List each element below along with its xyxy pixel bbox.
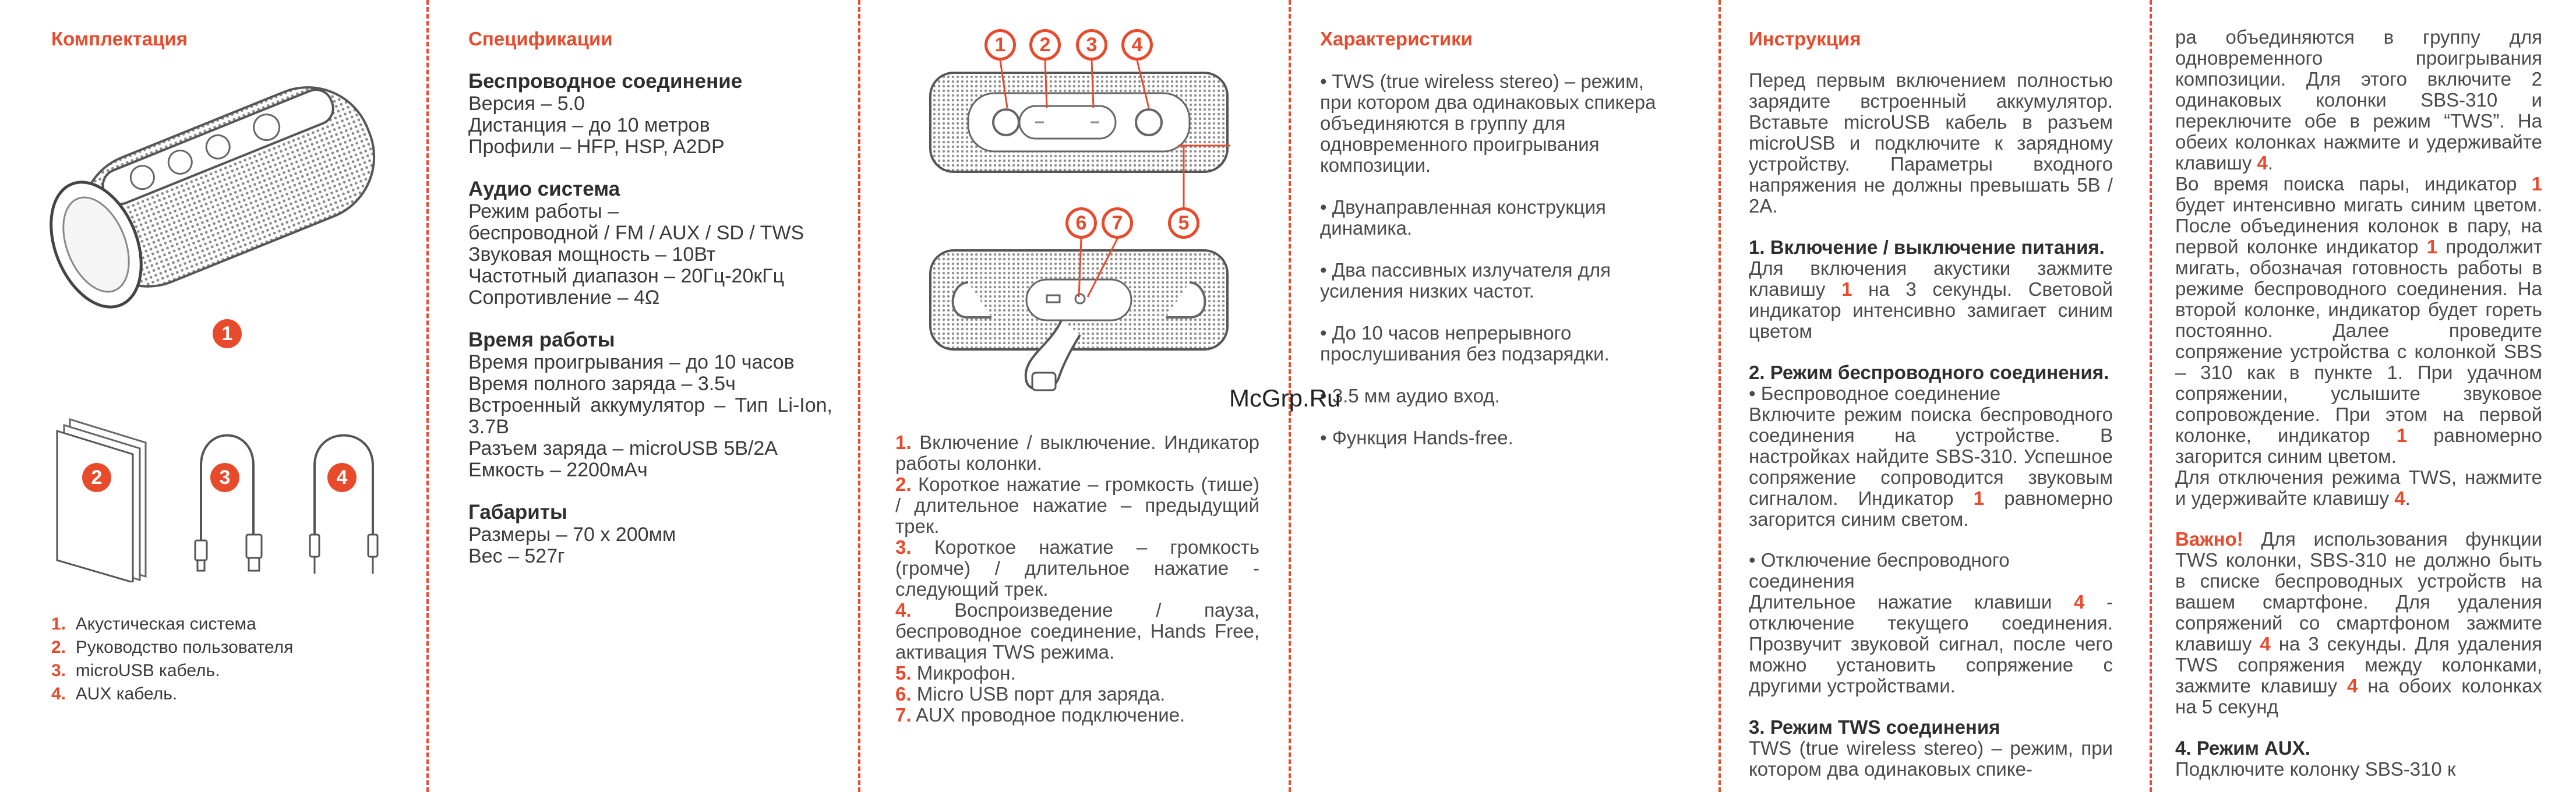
feature-item: • Функция Hands-free. [1320, 427, 1513, 448]
marker-speaker: 1 [213, 319, 242, 348]
section-power-title: 1. Включение / выключение питания. [1749, 236, 2105, 258]
usb-cable-illustration [189, 413, 265, 577]
tws-paragraph: ра объединяются в группу для одновременного проигрывания композиции. Для этого включите 2 одинаковых колонки SBS-310 и переключите обе в режим “TWS”. На обеих колонках нажмите и удерживайте клавишу 4. [2175, 26, 2542, 174]
specs-body [468, 70, 832, 587]
spec-line: Вес – 527г [468, 545, 565, 567]
callout-2: 2 [1029, 29, 1061, 61]
spec-line: Время проигрывания – до 10 часов [468, 351, 795, 373]
spec-line: Режим работы – [468, 200, 619, 222]
control-item: 3. Короткое нажатие – громкость (громче) / длительное нажатие - следующий трек. [895, 536, 1260, 600]
feature-item: • Двунаправленная конструкция динамика. [1320, 196, 1606, 239]
spec-section-title: Время работы [468, 328, 615, 351]
callout-3: 3 [1076, 29, 1107, 61]
legend-item: 4. AUX кабель. [51, 684, 178, 703]
package-contents-panel [0, 0, 425, 792]
tws-off-paragraph: Для отключения режима TWS, нажмите и удерживайте клавишу 4. [2175, 466, 2542, 509]
spec-section-title: Беспроводное соединение [468, 70, 743, 93]
feature-item: • TWS (true wireless stereo) – режим, при котором два одинаковых спикера объединяются в группу для одновременного проигрывания композиции. [1320, 70, 1656, 176]
spec-line: Емкость – 2200мАч [468, 459, 648, 481]
legend-item: 2. Руководство пользователя [51, 638, 294, 657]
section-tws-title: 3. Режим TWS соединения [1749, 716, 2000, 738]
intro-paragraph: Перед первым включением полностью зарядите встроенный аккумулятор. Вставьте microUSB кабель в разъем microUSB и подключите к зарядному устройству. Параметры входного напряжения не должны превышать 5В / 2А. [1749, 69, 2113, 217]
features-panel [1291, 0, 1717, 792]
spec-line: Встроенный аккумулятор – Тип Li-Ion, 3.7В [468, 394, 832, 438]
spec-line: Дистанция – до 10 метров [468, 114, 710, 136]
instructions-heading: Инструкция [1749, 28, 1861, 50]
legend-item: 1. Акустическая система [51, 614, 256, 634]
control-item: 2. Короткое нажатие – громкость (тише) / длительное нажатие – предыдущий трек. [895, 473, 1259, 537]
section-wireless-text: Включите режим поиска беспроводного соединения на устройстве. В настройках найдите SBS-310. Успешное сопряжение сопроводится звуковым сигналом. Индикатор 1 равномерно загорится синим светом. [1749, 404, 2113, 530]
instructions-body [1749, 70, 2113, 780]
spec-section-title: Габариты [468, 501, 567, 524]
section-tws-text: TWS (true wireless stereo) – режим, при котором два одинаковых спике- [1749, 737, 2113, 780]
marker-aux: 4 [327, 463, 357, 492]
spec-section-wireless [468, 70, 832, 158]
package-heading: Комплектация [51, 28, 188, 50]
control-item: 1. Включение / выключение. Индикатор работы колонки. [895, 432, 1260, 474]
spec-line: Частотный диапазон – 20Гц-20кГц [468, 265, 785, 287]
pairing-paragraph: Во время поиска пары, индикатор 1 будет интенсивно мигать синим цветом. После объединения колонок в пару, на первой колонке индикатор 1 продолжит мигать, обозначая готовность работы в режиме беспроводного соединения. На второй колонке, индикатор будет гореть постоянно. Далее проведите сопряжение устройства с колонкой SBS – 310 как в пункте 1. При удачном сопряжении, услышите звуковое сопровождение. При этом на первой колонке, индикатор 1 равномерно загорится синим цветом. [2175, 173, 2543, 467]
controls-panel [860, 0, 1287, 792]
instructions-continued-panel [2152, 0, 2576, 792]
callout-leaders-bottom [860, 233, 1287, 303]
spec-section-dimensions [468, 501, 832, 567]
control-item: 4. Воспроизведение / пауза, беспроводное соединение, Hands Free, активация TWS режима. [895, 599, 1260, 663]
spec-line: Версия – 5.0 [468, 93, 585, 115]
callout-leaders-top [860, 0, 1287, 245]
spec-section-title: Аудио система [468, 178, 620, 200]
subsection-title: • Беспроводное соединение [1749, 383, 2001, 404]
watermark: McGrp.Ru [1229, 384, 1341, 412]
section-aux-title: 4. Режим AUX. [2175, 737, 2310, 759]
specifications-panel [429, 0, 857, 792]
feature-item: • 3.5 мм аудио вход. [1320, 385, 1500, 406]
package-legend [51, 613, 293, 706]
continued-body [2175, 27, 2542, 780]
spec-section-audio [468, 178, 832, 309]
warning-paragraph: Важно! Для использования функции TWS колонки, SBS-310 не должно быть в списке беспроводных устройств на вашем смартфоне. Для удаления сопряжений со смартфоном зажмите клавишу 4 на 3 секунды. Для удаления TWS сопряжения между колонками, зажмите клавишу 4 на обоих колонках на 5 секунд [2175, 528, 2543, 717]
specs-heading: Спецификации [468, 28, 613, 50]
callout-7: 7 [1102, 207, 1133, 239]
control-item: 7. AUX проводное подключение. [895, 704, 1185, 726]
section-wireless-title: 2. Режим беспроводного соединения. [1749, 362, 2109, 383]
section-disconnect-text: Длительное нажатие клавиши 4 - отключение текущего соединения. Прозвучит звуковой сигнал, после чего можно установить сопряжение с другими устройствами. [1749, 591, 2113, 696]
control-item: 6. Micro USB порт для заряда. [895, 683, 1166, 705]
spec-line: Размеры – 70 x 200мм [468, 524, 676, 546]
controls-legend [895, 432, 1259, 726]
spec-line: беспроводной / FM / AUX / SD / TWS [468, 222, 804, 244]
spec-section-battery [468, 328, 832, 481]
callout-5: 5 [1168, 207, 1199, 239]
feature-item: • До 10 часов непрерывного прослушивания без подзарядки. [1320, 322, 1610, 365]
control-item: 5. Микрофон. [895, 662, 1016, 684]
features-heading: Характеристики [1320, 28, 1473, 50]
spec-line: Звуковая мощность – 10Вт [468, 243, 716, 266]
feature-item: • Два пассивных излучателя для усиления низких частот. [1320, 259, 1611, 302]
manual-illustration [52, 408, 163, 582]
speaker-illustration [41, 58, 402, 314]
spec-line: Сопротивление – 4Ω [468, 287, 660, 309]
callout-1: 1 [984, 29, 1016, 61]
marker-manual: 2 [82, 463, 111, 492]
section-aux-text: Подключите колонку SBS-310 к [2175, 758, 2456, 780]
spec-line: Время полного заряда – 3.5ч [468, 373, 736, 395]
subsection-title: • Отключение беспроводного соединения [1749, 549, 2010, 592]
callout-4: 4 [1121, 29, 1153, 61]
callout-6: 6 [1065, 207, 1097, 239]
features-list [1320, 71, 1675, 469]
spec-line: Профили – HFP, HSP, A2DP [468, 136, 725, 158]
legend-item: 3. microUSB кабель. [51, 661, 220, 680]
section-power-text: Для включения акустики зажмите клавишу 1 на 3 секунды. Световой индикатор интенсивно замигает синим цветом [1749, 257, 2113, 342]
aux-cable-illustration [303, 413, 384, 577]
spec-line: Разъем заряда – microUSB 5В/2А [468, 437, 778, 459]
instructions-panel [1721, 0, 2148, 792]
marker-usb: 3 [210, 463, 239, 492]
